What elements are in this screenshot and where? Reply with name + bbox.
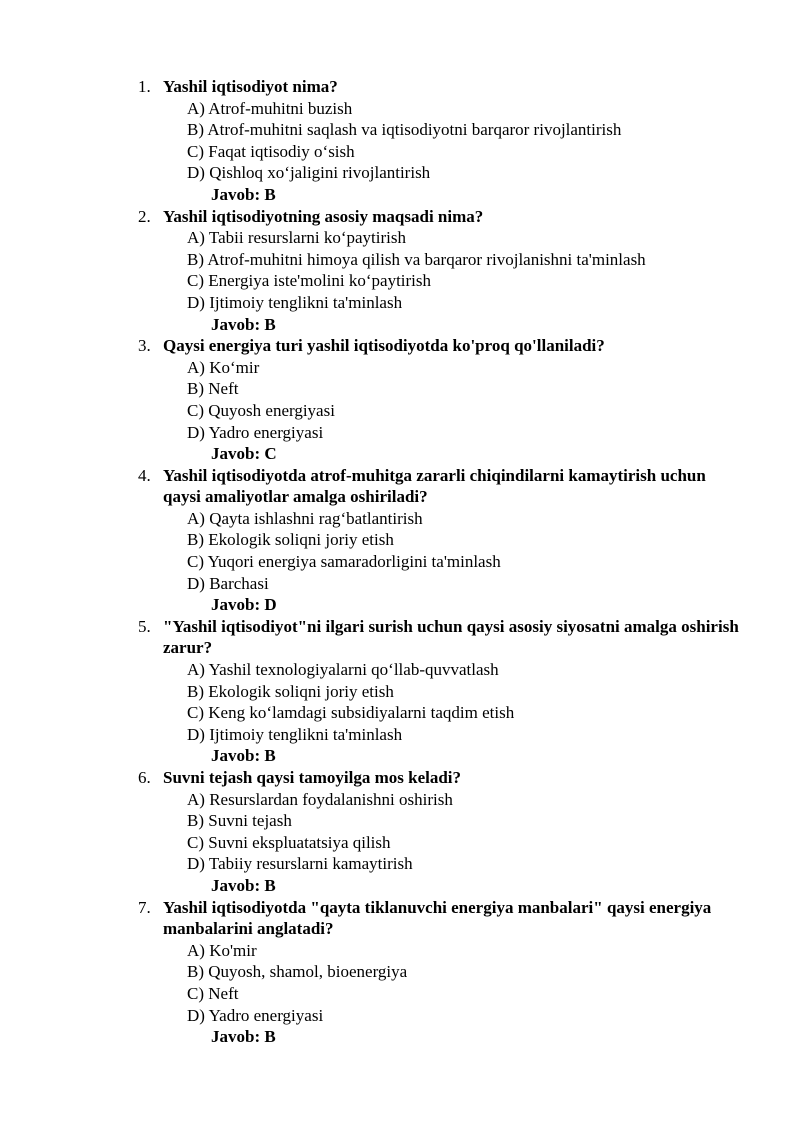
option-letter: D) xyxy=(187,854,205,874)
option-text: Atrof-muhitni himoya qilish va barqaror rivojlanishni ta'minlash xyxy=(207,249,646,269)
option-text: Atrof-muhitni saqlash va iqtisodiyotni barqaror rivojlantirish xyxy=(207,120,622,140)
answer-option xyxy=(0,227,800,249)
correct-answer: Javob: D xyxy=(211,595,277,615)
option-letter: A) xyxy=(187,789,205,809)
question-block xyxy=(0,616,800,767)
question-number: 4. xyxy=(138,465,151,485)
question-number: 2. xyxy=(138,206,151,226)
option-letter: C) xyxy=(187,832,204,852)
question-heading xyxy=(0,897,800,940)
option-letter: C) xyxy=(187,703,204,723)
option-letter: B) xyxy=(187,962,204,982)
question-number: 5. xyxy=(138,616,151,636)
question-block xyxy=(0,465,800,616)
answer-option xyxy=(0,98,800,120)
option-text: Ko'mir xyxy=(209,940,257,960)
answer-option xyxy=(0,119,800,141)
question-heading xyxy=(0,206,800,228)
option-text: Suvni tejash xyxy=(208,811,292,831)
question-block xyxy=(0,76,800,206)
option-text: Energiya iste'molini ko‘paytirish xyxy=(208,271,432,291)
option-letter: A) xyxy=(187,508,205,528)
answer-option xyxy=(0,853,800,875)
option-letter: B) xyxy=(187,379,204,399)
option-letter: D) xyxy=(187,1005,205,1025)
option-text: Atrof-muhitni buzish xyxy=(208,98,353,118)
question-block xyxy=(0,335,800,465)
option-text: Neft xyxy=(208,379,239,399)
option-text: Ekologik soliqni joriy etish xyxy=(208,530,394,550)
option-text: Tabii resurslarni ko‘paytirish xyxy=(208,228,406,248)
answer-option xyxy=(0,789,800,811)
question-number: 6. xyxy=(138,768,151,787)
option-letter: C) xyxy=(187,271,204,291)
answer-option xyxy=(0,983,800,1005)
option-letter: C) xyxy=(187,552,204,572)
option-letter: D) xyxy=(187,163,205,183)
option-text: Barchasi xyxy=(209,573,269,593)
option-text: Faqat iqtisodiy o‘sish xyxy=(208,141,355,161)
option-letter: B) xyxy=(187,120,204,140)
option-text: Ko‘mir xyxy=(209,357,260,377)
question-text: Suvni tejash qaysi tamoyilga mos keladi? xyxy=(163,768,462,787)
answer-option xyxy=(0,940,800,962)
option-text: Tabiiy resurslarni kamaytirish xyxy=(208,854,413,874)
option-text: Ijtimoiy tenglikni ta'minlash xyxy=(209,292,403,312)
question-block xyxy=(0,206,800,336)
option-letter: D) xyxy=(187,292,205,312)
answer-option xyxy=(0,357,800,379)
correct-answer: Javob: B xyxy=(211,314,276,334)
answer-option xyxy=(0,400,800,422)
question-heading xyxy=(0,767,800,789)
option-text: Ekologik soliqni joriy etish xyxy=(208,681,394,701)
answer-option xyxy=(0,422,800,444)
answer-option xyxy=(0,573,800,595)
option-letter: B) xyxy=(187,811,204,831)
option-letter: C) xyxy=(187,400,204,420)
option-letter: B) xyxy=(187,249,204,269)
question-number: 3. xyxy=(138,336,151,356)
question-text: Yashil iqtisodiyotning asosiy maqsadi nima? xyxy=(163,206,484,226)
answer-option xyxy=(0,378,800,400)
answer-option xyxy=(0,810,800,832)
answer-option xyxy=(0,681,800,703)
option-text: Qayta ishlashni rag‘batlantirish xyxy=(209,508,423,528)
option-letter: D) xyxy=(187,422,205,442)
answer-option xyxy=(0,270,800,292)
option-text: Neft xyxy=(208,983,239,1003)
answer-option xyxy=(0,529,800,551)
option-letter: C) xyxy=(187,983,204,1003)
question-block xyxy=(0,897,800,1048)
question-text: "Yashil iqtisodiyot"ni ilgari surish uchun qaysi asosiy siyosatni amalga oshirish zarur? xyxy=(163,616,739,658)
question-text: Yashil iqtisodiyotda "qayta tiklanuvchi energiya manbalari" qaysi energiya manbalarini anglatadi? xyxy=(163,897,712,939)
answer-option xyxy=(0,141,800,163)
answer-option xyxy=(0,961,800,983)
option-letter: D) xyxy=(187,724,205,744)
question-text: Yashil iqtisodiyotda atrof-muhitga zararli chiqindilarni kamaytirish uchun qaysi amaliyotlar amalga oshiriladi? xyxy=(163,465,706,507)
answer-option xyxy=(0,162,800,184)
answer-option xyxy=(0,249,800,271)
option-text: Yashil texnologiyalarni qo‘llab-quvvatlash xyxy=(208,660,499,680)
option-letter: B) xyxy=(187,681,204,701)
question-heading xyxy=(0,76,800,98)
option-text: Yuqori energiya samaradorligini ta'minlash xyxy=(207,552,501,572)
question-number: 7. xyxy=(138,897,151,917)
correct-answer: Javob: C xyxy=(211,444,277,464)
option-text: Resurslardan foydalanishni oshirish xyxy=(209,789,453,809)
option-letter: A) xyxy=(187,660,205,680)
option-text: Quyosh, shamol, bioenergiya xyxy=(208,962,408,982)
question-heading xyxy=(0,335,800,357)
answer-option xyxy=(0,1005,800,1027)
answer-option xyxy=(0,508,800,530)
correct-answer: Javob: B xyxy=(211,875,276,895)
answer-option xyxy=(0,832,800,854)
option-text: Yadro energiyasi xyxy=(208,1005,324,1025)
option-letter: C) xyxy=(187,141,204,161)
question-heading xyxy=(0,465,800,508)
answer-option xyxy=(0,702,800,724)
question-number: 1. xyxy=(138,77,151,96)
option-text: Qishloq xo‘jaligini rivojlantirish xyxy=(209,163,431,183)
option-text: Suvni ekspluatatsiya qilish xyxy=(208,832,391,852)
quiz-document xyxy=(0,76,800,1048)
option-letter: B) xyxy=(187,530,204,550)
option-letter: A) xyxy=(187,940,205,960)
question-heading xyxy=(0,616,800,659)
question-block xyxy=(0,767,800,897)
answer-option xyxy=(0,292,800,314)
answer-option xyxy=(0,659,800,681)
option-letter: A) xyxy=(187,228,205,248)
option-letter: A) xyxy=(187,357,205,377)
option-letter: A) xyxy=(187,98,205,118)
option-text: Yadro energiyasi xyxy=(208,422,324,442)
correct-answer: Javob: B xyxy=(211,746,276,766)
correct-answer: Javob: B xyxy=(211,1027,276,1047)
correct-answer: Javob: B xyxy=(211,184,276,204)
option-text: Ijtimoiy tenglikni ta'minlash xyxy=(209,724,403,744)
answer-option xyxy=(0,551,800,573)
answer-option xyxy=(0,724,800,746)
question-text: Qaysi energiya turi yashil iqtisodiyotda ko'proq qo'llaniladi? xyxy=(163,336,605,356)
question-text: Yashil iqtisodiyot nima? xyxy=(163,77,338,96)
option-text: Quyosh energiyasi xyxy=(208,400,335,420)
option-text: Keng ko‘lamdagi subsidiyalarni taqdim etish xyxy=(208,703,515,723)
option-letter: D) xyxy=(187,573,205,593)
